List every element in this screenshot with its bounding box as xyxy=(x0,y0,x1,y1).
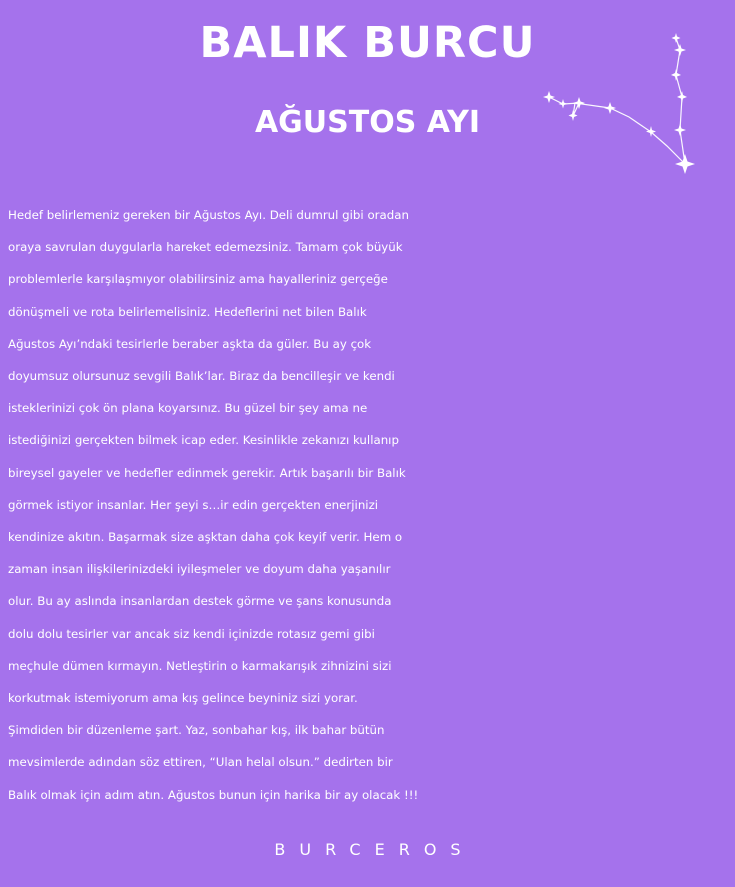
body-line: isteklerinizi çok ön plana koyarsınız. Bu güzel bir şey ama ne xyxy=(8,401,368,416)
pisces-constellation-icon xyxy=(535,20,735,190)
page-title: BALIK BURCU xyxy=(199,18,536,68)
body-line: mevsimlerde adından söz ettiren, “Ulan helal olsun.” dedirten bir xyxy=(8,755,393,770)
body-line: istediğinizi gerçekten bilmek icap eder. Kesinlikle zekanızı kullanıp xyxy=(8,433,399,448)
body-line: bireysel gayeler ve hedefler edinmek gerekir. Artık başarılı bir Balık xyxy=(8,465,406,480)
body-line: meçhule dümen kırmayın. Netleştirin o karmakarışık zihnizini sizi xyxy=(8,658,392,673)
body-line: görmek istiyor insanlar. Her şeyi s…ir edin gerçekten enerjinizi xyxy=(8,497,379,512)
horoscope-body-text xyxy=(8,199,735,811)
body-line: dönüşmeli ve rota belirlemelisiniz. Hedeflerini net bilen Balık xyxy=(8,304,367,319)
body-line: korkutmak istemiyorum ama kış gelince beyniniz sizi yorar. xyxy=(8,691,358,706)
body-line: Balık olmak için adım atın. Ağustos bunun için harika bir ay olacak !!! xyxy=(8,787,419,802)
body-line: zaman insan ilişkilerinizdeki iyileşmeler ve doyum daha yaşanılır xyxy=(8,562,391,577)
body-line: Şimdiden bir düzenleme şart. Yaz, sonbahar kış, ilk bahar bütün xyxy=(8,723,385,738)
body-line: oraya savrulan duygularla hareket edemezsiniz. Tamam çok büyük xyxy=(8,240,403,255)
body-line: doyumsuz olursunuz sevgili Balık’lar. Biraz da bencilleşir ve kendi xyxy=(8,369,395,384)
page-subtitle: AĞUSTOS AYI xyxy=(254,105,481,140)
body-line: olur. Bu ay aslında insanlardan destek görme ve şans konusunda xyxy=(8,594,392,609)
body-line: dolu dolu tesirler var ancak siz kendi içinizde rotasız gemi gibi xyxy=(8,626,375,641)
body-line: Ağustos Ayı’ndaki tesirlerle beraber aşkta da güler. Bu ay çok xyxy=(8,336,372,351)
body-line: Hedef belirlemeniz gereken bir Ağustos Ayı. Deli dumrul gibi oradan xyxy=(8,208,409,222)
brand-footer: BURCEROS xyxy=(274,840,475,859)
body-line: problemlerle karşılaşmıyor olabilirsiniz ama hayalleriniz gerçeğe xyxy=(8,272,388,287)
body-line: kendinize akıtın. Başarmak size aşktan daha çok keyif verir. Hem o xyxy=(8,530,403,545)
